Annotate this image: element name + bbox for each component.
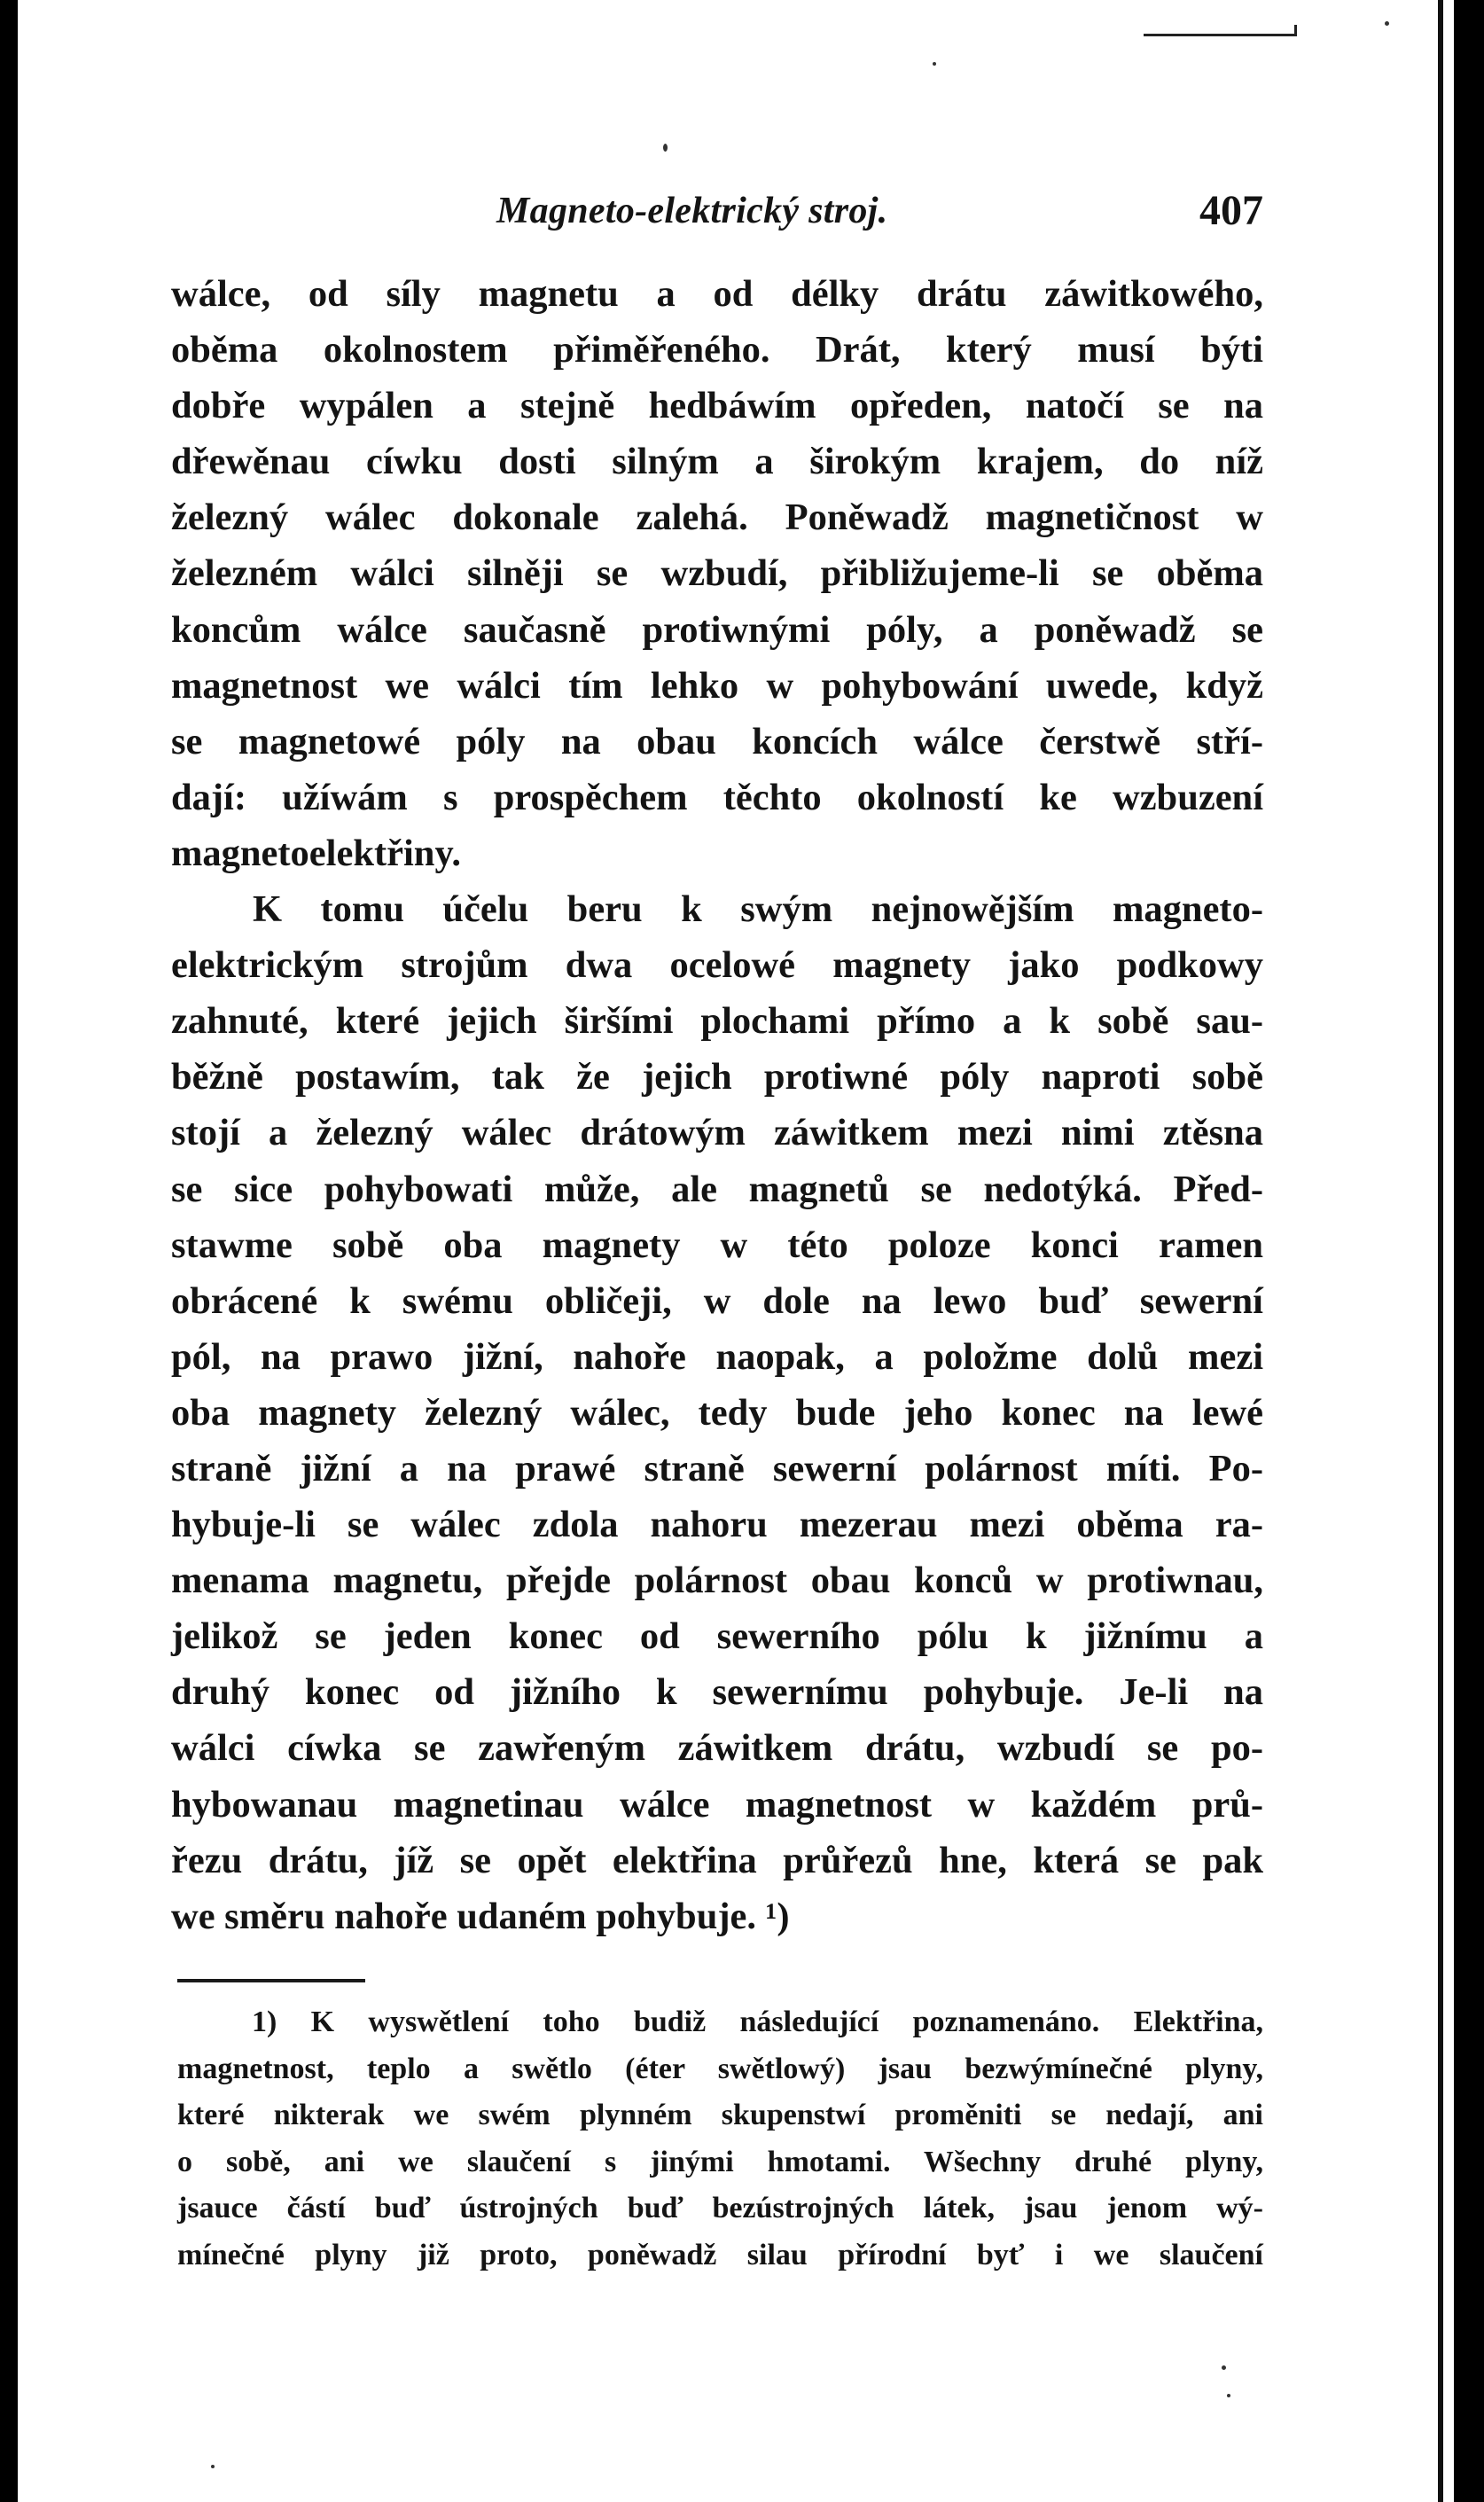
running-head bbox=[177, 184, 1263, 246]
text-line: menama magnetu, přejde polárnost obau konců w protiwnau, bbox=[171, 1560, 1263, 1602]
text-line: koncům wálce saučasně protiwnými póly, a poněwadž se bbox=[171, 608, 1263, 651]
footnote-line: o sobě, ani we slaučení s jinými hmotami. Wšechny druhé plyny, bbox=[177, 2145, 1263, 2178]
footnote-line: jsauce částí buď ústrojných buď bezústrojných látek, jsau jenom wý- bbox=[177, 2192, 1263, 2224]
text-line: stojí a železný wálec drátowým záwitkem mezi nimi ztěsna bbox=[171, 1112, 1263, 1154]
scan-edge-right bbox=[1454, 0, 1484, 2502]
text-line: we směru nahoře udaném pohybuje. ¹) bbox=[171, 1895, 790, 1937]
text-line: elektrickým strojům dwa ocelowé magnety jako podkowy bbox=[171, 944, 1263, 987]
footnote-rule bbox=[177, 1979, 365, 1982]
text-line: hybuje-li se wálec zdola nahoru mezerau mezi oběma ra- bbox=[171, 1504, 1263, 1546]
text-line: hybowanau magnetinau wálce magnetnost w každém prů- bbox=[171, 1783, 1263, 1826]
page-number: 407 bbox=[1199, 187, 1263, 234]
text-line: dobře wypálen a stejně hedbáwím opředen, natočí se na bbox=[171, 385, 1263, 427]
footnote-line: které nikterak we swém plynném skupenstwí proměniti se nedají, ani bbox=[177, 2099, 1263, 2131]
text-line: se magnetowé póly na obau koncích wálce čerstwě stří- bbox=[171, 720, 1263, 762]
text-line: řezu drátu, jíž se opět elektřina průřezů hne, která se pak bbox=[171, 1839, 1263, 1881]
text-line: oběma okolnostem přiměřeného. Drát, který musí býti bbox=[171, 329, 1263, 371]
text-line: železném wálci silněji se wzbudí, přibližujeme-li se oběma bbox=[171, 552, 1263, 595]
footnote-line: magnetnost, teplo a swětlo (éter swětlowý) jsau bezwýmínečné plyny, bbox=[177, 2052, 1263, 2085]
running-title: Magneto-elektrický stroj. bbox=[496, 191, 888, 231]
footnotes bbox=[177, 1999, 1263, 2279]
text-line: dřewěnau cíwku dosti silným a širokým krajem, do níž bbox=[171, 441, 1263, 483]
text-line: jelikož se jeden konec od sewerního pólu k jižnímu a bbox=[171, 1615, 1263, 1658]
text-line: běžně postawím, tak že jejich protiwné póly naproti sobě bbox=[171, 1056, 1263, 1099]
text-line: železný wálec dokonale zalehá. Poněwadž magnetičnost w bbox=[171, 496, 1263, 539]
scan-edge-right-shadow bbox=[1438, 0, 1443, 2502]
text-line: pól, na prawo jižní, nahoře naopak, a položme dolů mezi bbox=[171, 1335, 1263, 1378]
footnote-line: mínečné plyny již proto, poněwadž silau přírodní byť i we slaučení bbox=[177, 2238, 1263, 2271]
speck bbox=[1227, 2394, 1230, 2397]
text-line: dají: užíwám s prospěchem těchto okolností ke wzbuzení bbox=[171, 776, 1263, 818]
text-line: se sice pohybowati může, ale magnetů se nedotýká. Před- bbox=[171, 1168, 1263, 1210]
text-line: zahnuté, které jejich širšími plochami přímo a k sobě sau- bbox=[171, 1000, 1263, 1043]
text-line: wálce, od síly magnetu a od délky drátu záwitkowého, bbox=[171, 273, 1263, 315]
text-line: magnetoelektřiny. bbox=[171, 832, 461, 874]
speck bbox=[1222, 2365, 1226, 2370]
body-text bbox=[171, 266, 1263, 1944]
text-line: druhý konec od jižního k sewernímu pohybuje. Je-li na bbox=[171, 1671, 1263, 1714]
footnote-line: 1) K wyswětlení toho budiž následující poznamenáno. Elektřina, bbox=[252, 2006, 1263, 2038]
scan-edge-left bbox=[0, 0, 18, 2502]
text-line: obrácené k swému obličeji, w dole na lewo buď sewerní bbox=[171, 1279, 1263, 1322]
corner-mark bbox=[1144, 25, 1297, 36]
text-line: straně jižní a na prawé straně sewerní polárnost míti. Po- bbox=[171, 1447, 1263, 1489]
speck bbox=[1385, 21, 1389, 26]
text-line: magnetnost we wálci tím lehko w pohybowání uwede, když bbox=[171, 664, 1263, 707]
speck bbox=[933, 62, 936, 66]
text-line: K tomu účelu beru k swým nejnowějším magneto- bbox=[253, 888, 1263, 931]
speck bbox=[663, 144, 668, 152]
text-line: oba magnety železný wálec, tedy bude jeho konec na lewé bbox=[171, 1391, 1263, 1434]
text-line: wálci cíwka se zawřeným záwitkem drátu, wzbudí se po- bbox=[171, 1727, 1263, 1770]
text-line: stawme sobě oba magnety w této poloze konci ramen bbox=[171, 1224, 1263, 1266]
speck bbox=[211, 2465, 215, 2468]
